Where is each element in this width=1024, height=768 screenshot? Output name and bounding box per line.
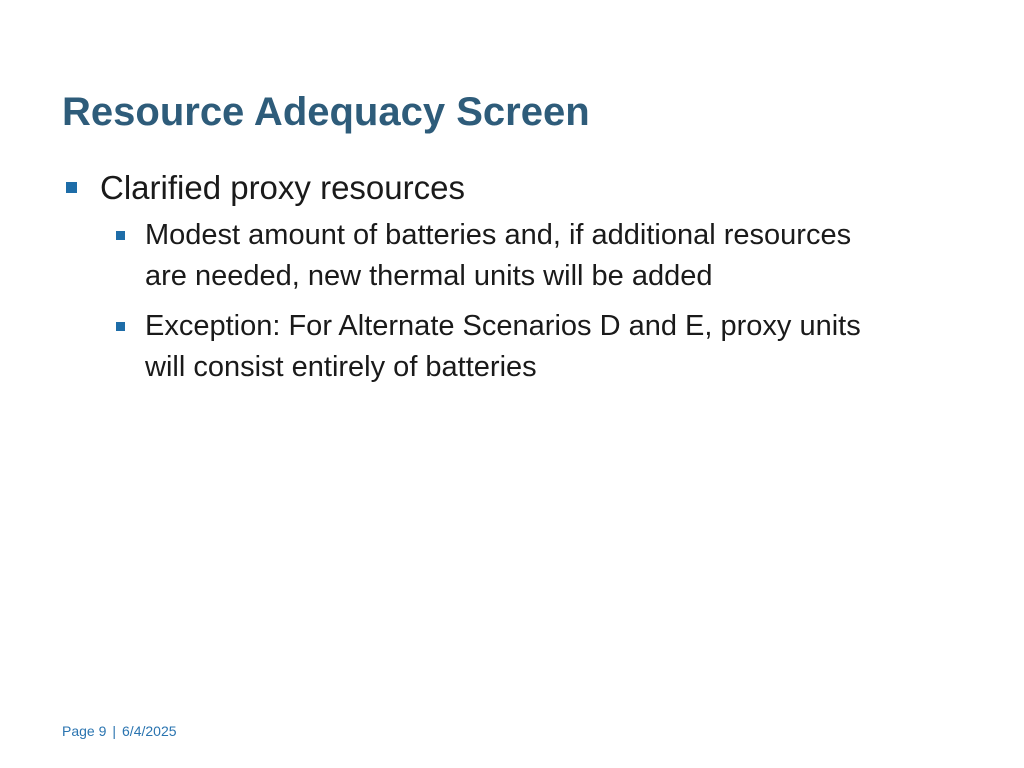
square-bullet-icon: [66, 182, 77, 193]
sub-bullet-item: [107, 215, 885, 297]
sub-bullet-text: Modest amount of batteries and, if additional resources are needed, new thermal units will be added: [145, 219, 852, 292]
sub-bullet-item: [107, 306, 885, 388]
square-bullet-icon: [116, 231, 125, 240]
square-bullet-icon: [116, 322, 125, 331]
slide-footer: [62, 722, 177, 740]
page-number: Page 9: [62, 723, 107, 739]
footer-separator: |: [112, 723, 117, 739]
slide-title: Resource Adequacy Screen: [62, 90, 590, 134]
sub-bullet-list: [62, 215, 942, 388]
bullet-item: [62, 165, 942, 211]
sub-bullet-text: Exception: For Alternate Scenarios D and E, proxy units will consist entirely of batteries: [145, 310, 861, 383]
footer-date: 6/4/2025: [122, 723, 177, 739]
bullet-text: Clarified proxy resources: [100, 169, 465, 206]
slide-content: [62, 165, 942, 397]
